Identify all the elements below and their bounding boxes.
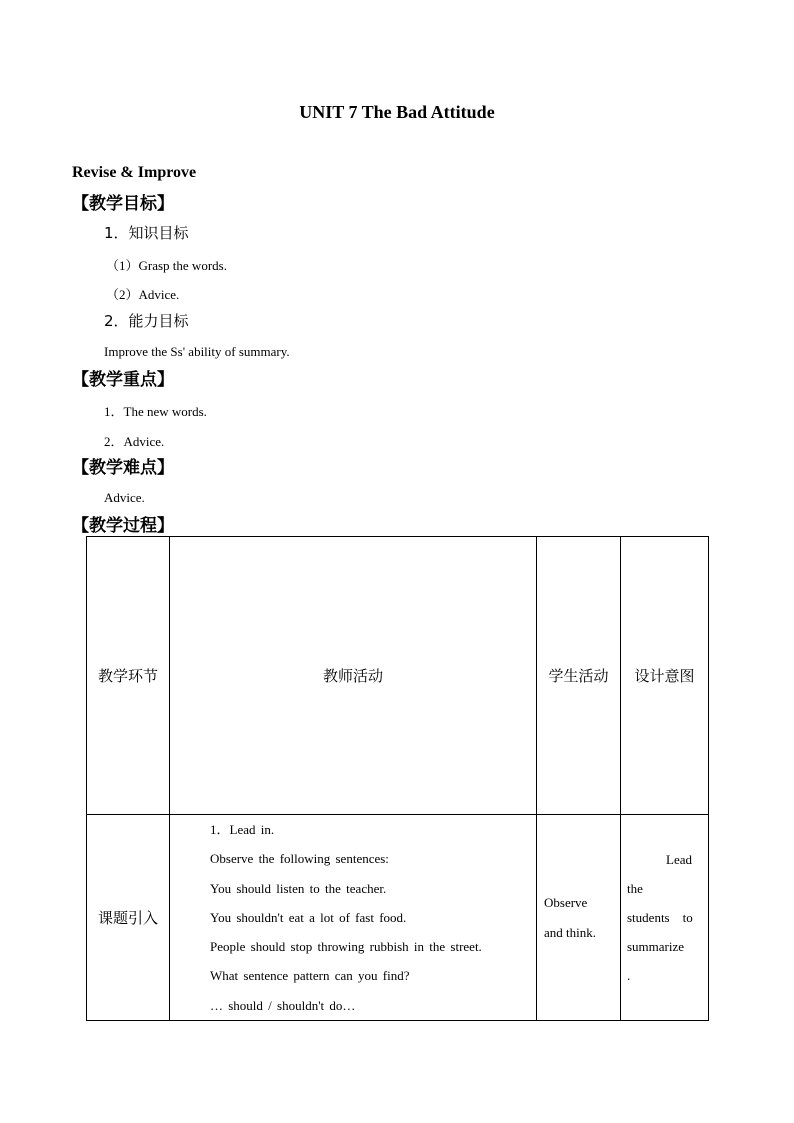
section-heading-goals: 【教学目标】 <box>72 194 174 214</box>
document-title: UNIT 7 The Bad Attitude <box>299 102 495 122</box>
goal-ability-text: Improve the Ss' ability of summary. <box>104 344 290 359</box>
table-header-row <box>87 537 709 815</box>
header-design-intent: 设计意图 <box>621 537 709 815</box>
teacher-line: You shouldn't eat a lot of fast food. <box>210 909 407 925</box>
key-point-2: 2．Advice. <box>104 434 165 449</box>
section-heading-key-points: 【教学重点】 <box>72 370 174 390</box>
row-student-activity <box>537 815 621 1021</box>
key-point-1: 1．The new words. <box>104 404 207 419</box>
subtitle: Revise & Improve <box>72 164 197 181</box>
teacher-line: What sentence pattern can you find? <box>210 968 410 984</box>
teacher-line: … should / shouldn't do… <box>210 997 356 1013</box>
row-teacher-activity <box>170 815 537 1021</box>
goal-item-ability: 2．能力目标 <box>104 312 189 330</box>
teacher-line: Observe the following sentences: <box>210 851 389 867</box>
table-row <box>87 815 709 1021</box>
student-line: and think. <box>544 924 596 940</box>
row-design-intent <box>621 815 709 1021</box>
intent-line: . <box>627 968 631 984</box>
intent-line: students to <box>627 910 693 926</box>
goal-subitem-1: （1）Grasp the words. <box>106 258 227 273</box>
teacher-line: People should stop throwing rubbish in the street. <box>210 939 482 955</box>
header-teacher-activity: 教师活动 <box>170 537 537 815</box>
section-heading-process: 【教学过程】 <box>72 516 174 536</box>
teacher-line: You should listen to the teacher. <box>210 880 387 896</box>
header-student-activity: 学生活动 <box>537 537 621 815</box>
goal-item-knowledge: 1．知识目标 <box>104 224 189 242</box>
section-heading-difficulties: 【教学难点】 <box>72 458 174 478</box>
student-line: Observe <box>544 894 588 910</box>
header-stage: 教学环节 <box>87 537 170 815</box>
intent-line: summarize <box>627 939 685 955</box>
goal-subitem-2: （2）Advice. <box>106 287 180 302</box>
intent-line: the <box>627 881 643 897</box>
teacher-line: 1．Lead in. <box>210 822 275 837</box>
teaching-process-table <box>86 536 709 1021</box>
row-stage: 课题引入 <box>87 815 170 1021</box>
difficulty-1: Advice. <box>104 490 145 505</box>
intent-line: Lead <box>666 852 692 868</box>
